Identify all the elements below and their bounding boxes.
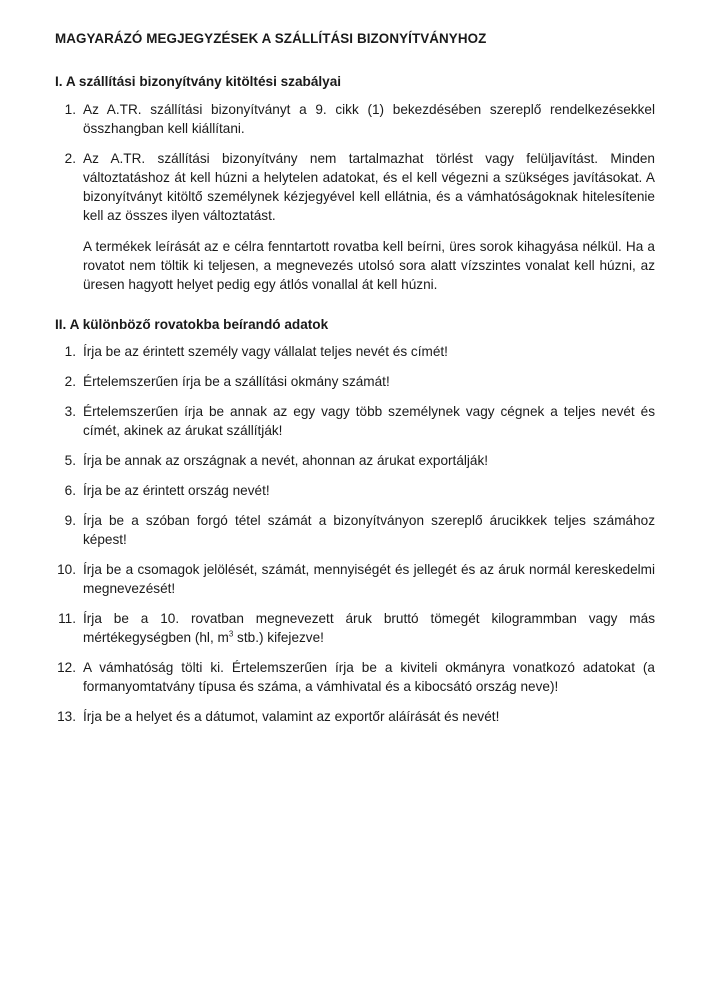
item-number: 9.: [64, 513, 76, 528]
item-text: Írja be az érintett személy vagy vállalat teljes nevét és címét!: [83, 344, 448, 359]
section-1-title: I. A szállítási bizonyítvány kitöltési szabályai: [55, 74, 342, 89]
list-item: [55, 402, 655, 440]
list-item: [55, 481, 655, 500]
item-text: Írja be annak az országnak a nevét, ahonnan az árukat exportálják!: [83, 453, 489, 468]
list-item: [55, 511, 655, 549]
item-text: Értelemszerűen írja be a szállítási okmány számát!: [83, 374, 390, 389]
document-title: MAGYARÁZÓ MEGJEGYZÉSEK A SZÁLLÍTÁSI BIZONYÍTVÁNYHOZ: [55, 31, 487, 46]
list-item: [55, 707, 655, 726]
item-text: Az A.TR. szállítási bizonyítványt a 9. cikk (1) bekezdésében szereplő rendelkezésekkel összhangban kell kiállítani.: [83, 102, 655, 136]
item-number: 13.: [57, 709, 76, 724]
item-number: 1.: [64, 102, 76, 117]
item-number: 5.: [64, 453, 76, 468]
item-text-before: Írja be a 10. rovatban megnevezett áruk bruttó tömegét kilogrammban vagy más mértékegységben (hl, m: [83, 611, 655, 645]
list-item: [55, 342, 655, 361]
superscript: 3: [228, 629, 234, 639]
item-text: [83, 611, 655, 645]
list-item: [55, 658, 655, 696]
item-number: 12.: [57, 660, 76, 675]
item-text: Írja be a szóban forgó tétel számát a bizonyítványon szereplő árucikkek teljes számához képest!: [83, 513, 655, 547]
item-text: Értelemszerűen írja be annak az egy vagy több személynek vagy cégnek a teljes nevét és címét, akinek az árukat szállítják!: [83, 404, 655, 438]
item-paragraph: A termékek leírását az e célra fenntartott rovatba kell beírni, üres sorok kihagyása nélkül. Ha a rovatot nem töltik ki teljesen, a megnevezés utolsó sora alatt vízszintes vonalat kell húzni, az üresen hagyott helyet pedig egy átlós vonallal át kell húzni.: [83, 239, 655, 292]
item-text: Írja be az érintett ország nevét!: [83, 483, 270, 498]
item-number: 1.: [64, 344, 76, 359]
list-item: [55, 100, 655, 138]
item-text: Az A.TR. szállítási bizonyítvány nem tartalmazhat törlést vagy felüljavítást. Minden változtatáshoz át kell húzni a helytelen adatokat, és el kell végezni a szükséges javításokat. A bizonyítványt kitöltő személynek kézjegyével kell ellátnia, és a vámhatóságoknak hitelesítenie kell az összes ilyen változtatást.: [83, 151, 655, 223]
list-item: [55, 149, 655, 294]
list-item: [55, 451, 655, 470]
item-text: Írja be a helyet és a dátumot, valamint az exportőr aláírását és nevét!: [83, 709, 500, 724]
item-text: Írja be a csomagok jelölését, számát, mennyiségét és jellegét és az áruk normál kereskedelmi megnevezését!: [83, 562, 655, 596]
section-2-list: [55, 342, 655, 726]
item-number: 10.: [57, 562, 76, 577]
item-number: 2.: [64, 374, 76, 389]
item-text-after: stb.) kifejezve!: [233, 630, 324, 645]
section-2-title: II. A különböző rovatokba beírandó adatok: [55, 317, 329, 332]
section-1-list: [55, 100, 655, 294]
list-item: [55, 560, 655, 598]
item-text: A vámhatóság tölti ki. Értelemszerűen írja be a kiviteli okmányra vonatkozó adatokat (a formanyomtatvány típusa és száma, a vámhivatal és a kibocsátó ország neve)!: [83, 660, 655, 694]
document-page: [55, 30, 655, 726]
list-item: [55, 372, 655, 391]
item-number: 3.: [64, 404, 76, 419]
list-item: [55, 609, 655, 647]
item-number: 2.: [64, 151, 76, 166]
item-number: 6.: [64, 483, 76, 498]
item-number: 11.: [58, 611, 76, 626]
